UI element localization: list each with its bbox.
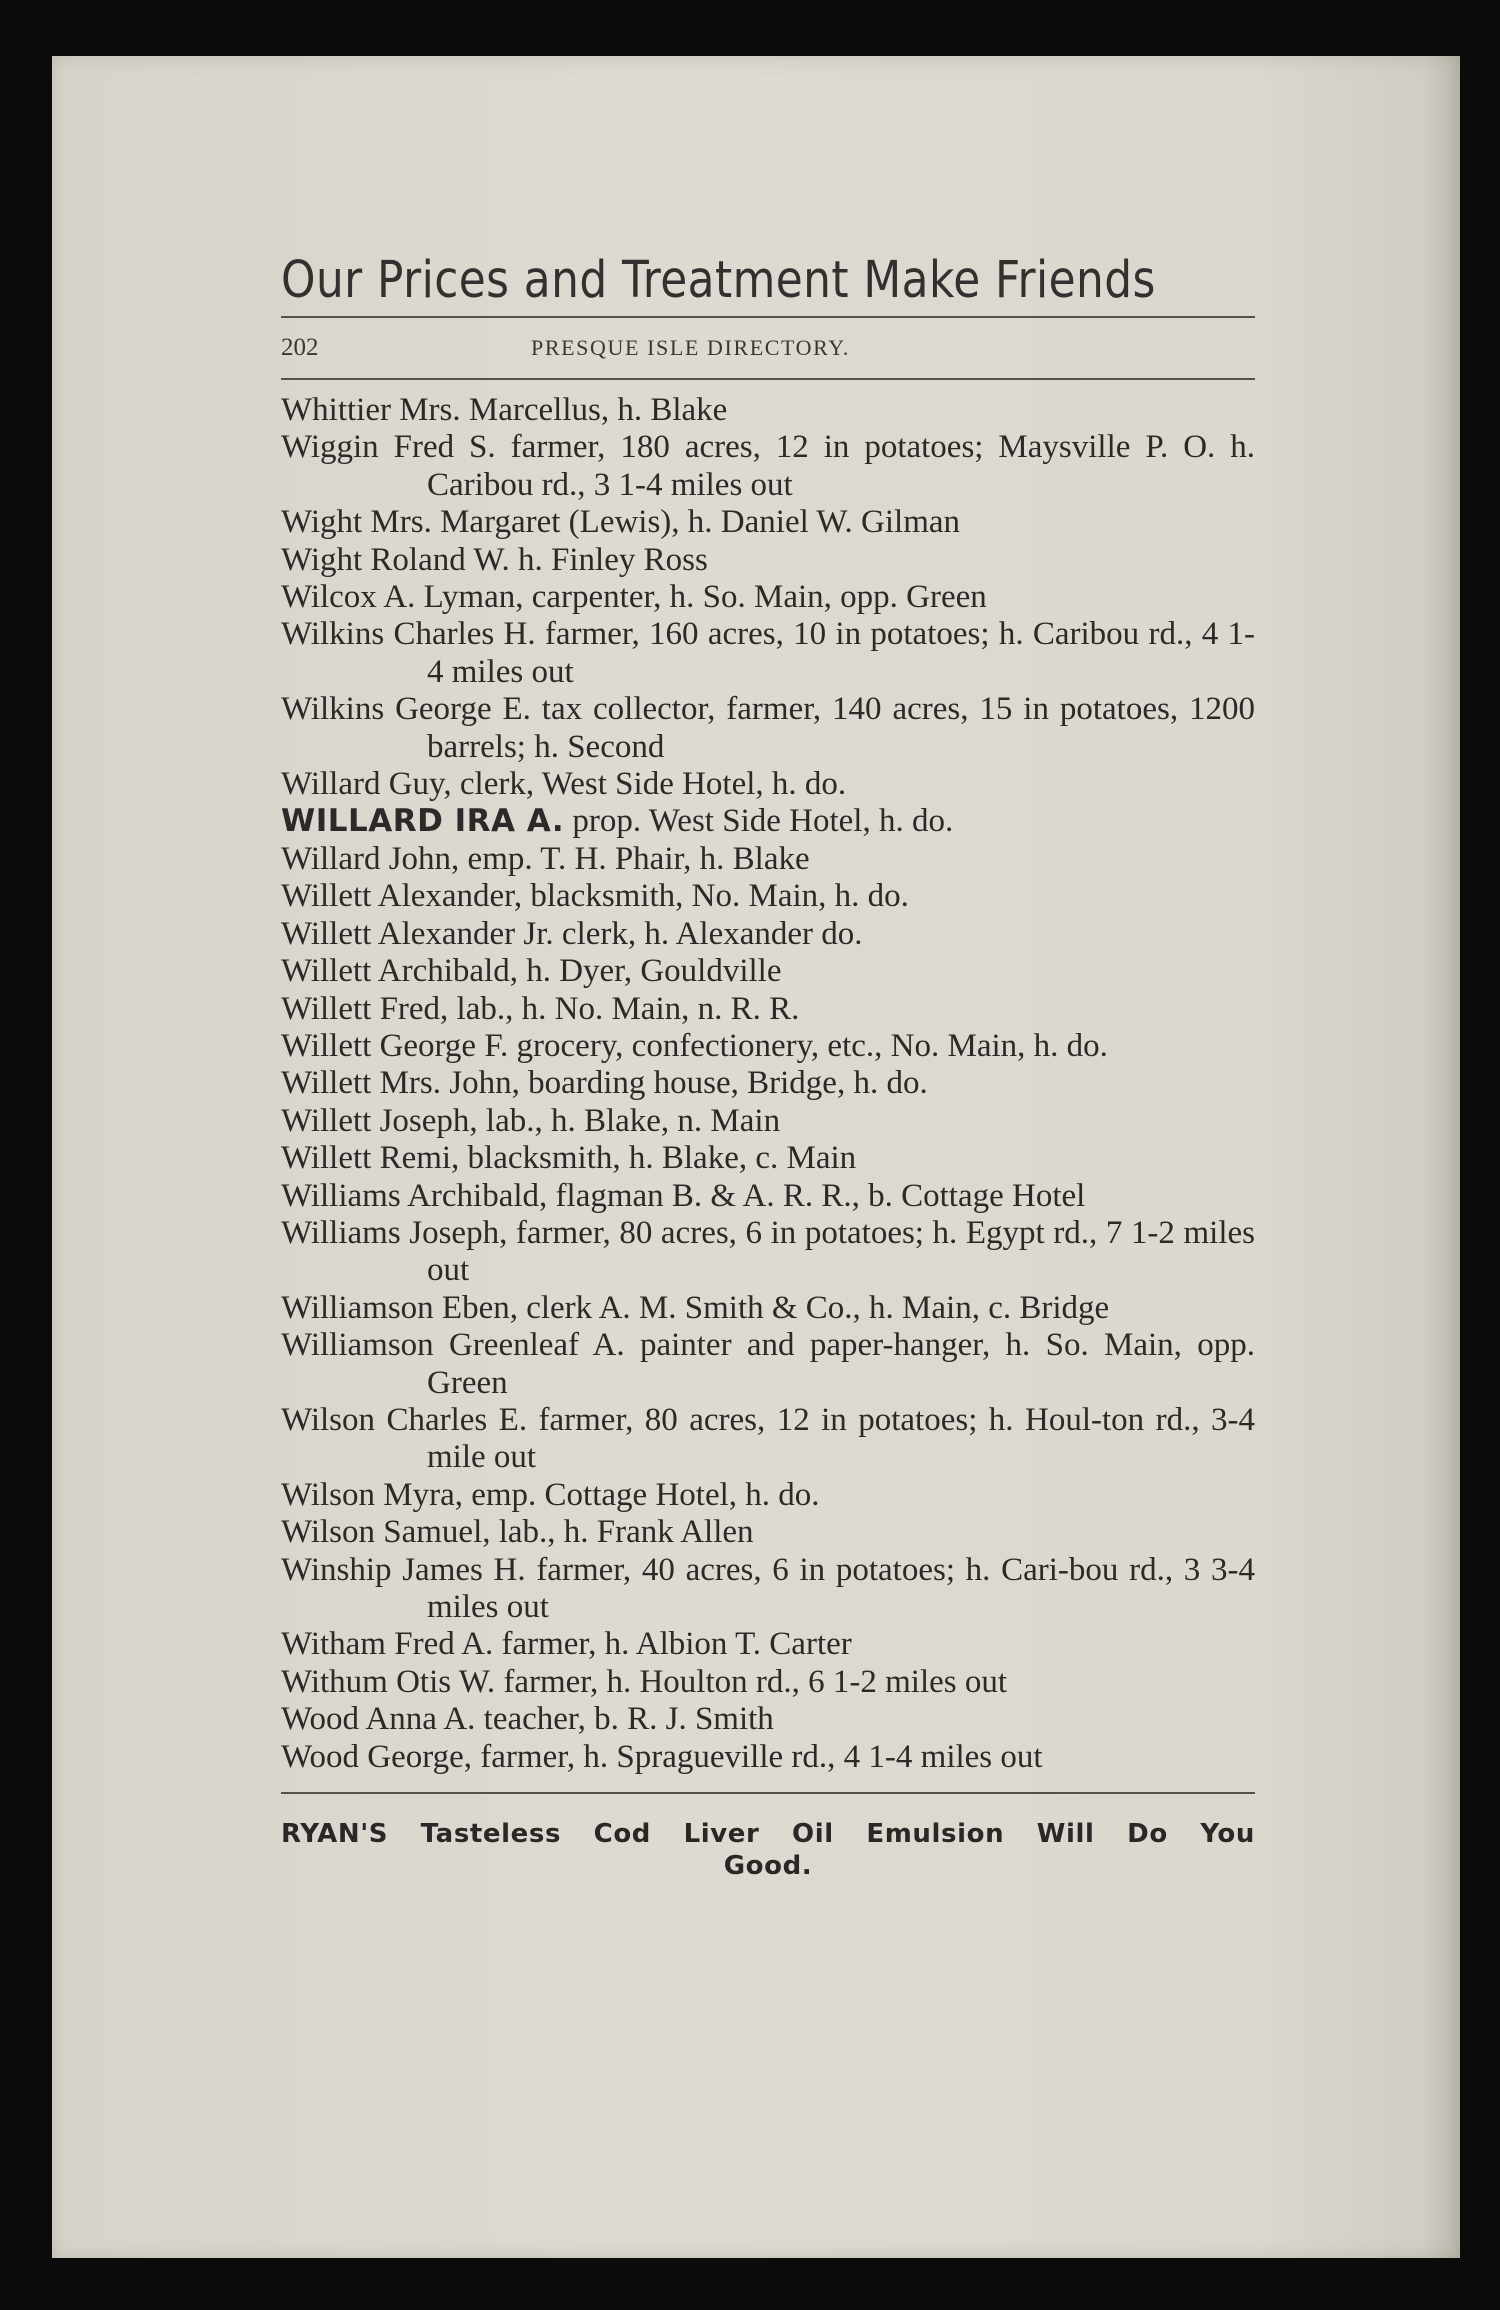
entry-text: Wilson Myra, emp. Cottage Hotel, h. do. (281, 1476, 820, 1513)
entry-text: Wight Mrs. Margaret (Lewis), h. Daniel W. Gilman (281, 504, 961, 541)
entry-text: Willett Alexander, blacksmith, No. Main, h. do. (281, 878, 909, 915)
directory-entry (281, 579, 1255, 616)
directory-entry (281, 1065, 1255, 1102)
entry-text: Withum Otis W. farmer, h. Houlton rd., 6 1-2 miles out (281, 1663, 1008, 1700)
directory-entry (281, 878, 1255, 915)
directory-entry (281, 1103, 1255, 1140)
entry-text: Willett Joseph, lab., h. Blake, n. Main (281, 1102, 781, 1139)
directory-entry (281, 392, 1255, 429)
entry-text: Whittier Mrs. Marcellus, h. Blake (281, 392, 728, 428)
entry-text: Willett Fred, lab., h. No. Main, n. R. R. (281, 990, 800, 1027)
directory-page (52, 56, 1460, 2258)
entry-text: prop. West Side Hotel, h. do. (564, 803, 954, 840)
entry-text: Wight Roland W. h. Finley Ross (281, 541, 708, 578)
directory-entry (281, 1514, 1255, 1551)
footer-ad-line-1: RYAN'S Tasteless Cod Liver Oil Emulsion Will Do You (281, 1819, 1255, 1850)
entry-text: Williams Archibald, flagman B. & A. R. R., b. Cottage Hotel (281, 1177, 1086, 1214)
directory-entry (281, 542, 1255, 579)
directory-entry (281, 1552, 1255, 1627)
entry-text: Willett Remi, blacksmith, h. Blake, c. Main (281, 1140, 857, 1177)
entry-text: Wilson Samuel, lab., h. Frank Allen (281, 1514, 754, 1551)
directory-entry (281, 616, 1255, 691)
entry-text: Wood George, farmer, h. Spragueville rd., 4 1-4 miles out (281, 1738, 1043, 1775)
entry-bold-name: WILLARD IRA A. (281, 803, 565, 840)
running-head-rule (281, 378, 1255, 380)
directory-entry (281, 1477, 1255, 1514)
page-edge-shadow (1424, 56, 1460, 2258)
footer-ad-line-2: Good. (723, 1851, 813, 1882)
directory-entry (281, 1664, 1255, 1701)
entry-text: Wilcox A. Lyman, carpenter, h. So. Main, opp. Green (281, 579, 987, 616)
directory-entry (281, 1327, 1255, 1402)
page-number: 202 (281, 334, 319, 361)
directory-entry (281, 429, 1255, 504)
directory-entry (281, 1140, 1255, 1177)
entry-text: Wilson Charles E. farmer, 80 acres, 12 in potatoes; h. Houl-ton rd., 3-4 mile out (281, 1401, 1255, 1476)
entry-text: Willett Alexander Jr. clerk, h. Alexander do. (281, 915, 863, 952)
directory-entry (281, 691, 1255, 766)
directory-entries (281, 392, 1255, 1776)
directory-entry (281, 953, 1255, 990)
entry-text: Willard Guy, clerk, West Side Hotel, h. do. (281, 766, 847, 803)
entry-text: Willett George F. grocery, confectionery, etc., No. Main, h. do. (281, 1027, 1108, 1064)
entry-text: Wilkins George E. tax collector, farmer, 140 acres, 15 in potatoes, 1200 barrels; h. Second (281, 691, 1255, 765)
footer-rule (281, 1792, 1255, 1794)
directory-entry (281, 766, 1255, 803)
footer-advertisement (281, 1808, 1255, 1882)
directory-entry (281, 1028, 1255, 1065)
entry-text: Wiggin Fred S. farmer, 180 acres, 12 in potatoes; Maysville P. O. h. Caribou rd., 3 1-4 miles out (281, 429, 1255, 503)
running-head (281, 318, 1255, 378)
page-content (281, 246, 1255, 1882)
directory-entry (281, 504, 1255, 541)
directory-entry (281, 803, 1255, 840)
directory-entry (281, 1626, 1255, 1663)
directory-title: PRESQUE ISLE DIRECTORY. (531, 335, 850, 360)
directory-entry (281, 1402, 1255, 1477)
entry-text: Willard John, emp. T. H. Phair, h. Blake (281, 840, 810, 877)
entry-text: Willett Mrs. John, boarding house, Bridge, h. do. (281, 1065, 928, 1102)
entry-text: Winship James H. farmer, 40 acres, 6 in potatoes; h. Cari-bou rd., 3 3-4 miles out (281, 1551, 1255, 1625)
entry-text: Williams Joseph, farmer, 80 acres, 6 in potatoes; h. Egypt rd., 7 1-2 miles out (281, 1214, 1255, 1289)
directory-entry (281, 991, 1255, 1028)
entry-text: Williamson Greenleaf A. painter and paper-hanger, h. So. Main, opp. Green (281, 1327, 1255, 1401)
entry-text: Williamson Eben, clerk A. M. Smith & Co., h. Main, c. Bridge (281, 1289, 1110, 1326)
directory-entry (281, 841, 1255, 878)
directory-entry (281, 1290, 1255, 1327)
entry-text: Witham Fred A. farmer, h. Albion T. Carter (281, 1626, 852, 1663)
entry-text: Wood Anna A. teacher, b. R. J. Smith (281, 1701, 774, 1738)
entry-text: Wilkins Charles H. farmer, 160 acres, 10 in potatoes; h. Caribou rd., 4 1-4 miles out (281, 616, 1255, 690)
directory-entry (281, 1178, 1255, 1215)
directory-entry (281, 916, 1255, 953)
entry-text: Willett Archibald, h. Dyer, Gouldville (281, 953, 782, 990)
directory-entry (281, 1701, 1255, 1738)
directory-entry (281, 1739, 1255, 1776)
directory-entry (281, 1215, 1255, 1290)
header-advertisement: Our Prices and Treatment Make Friends (281, 251, 1156, 310)
